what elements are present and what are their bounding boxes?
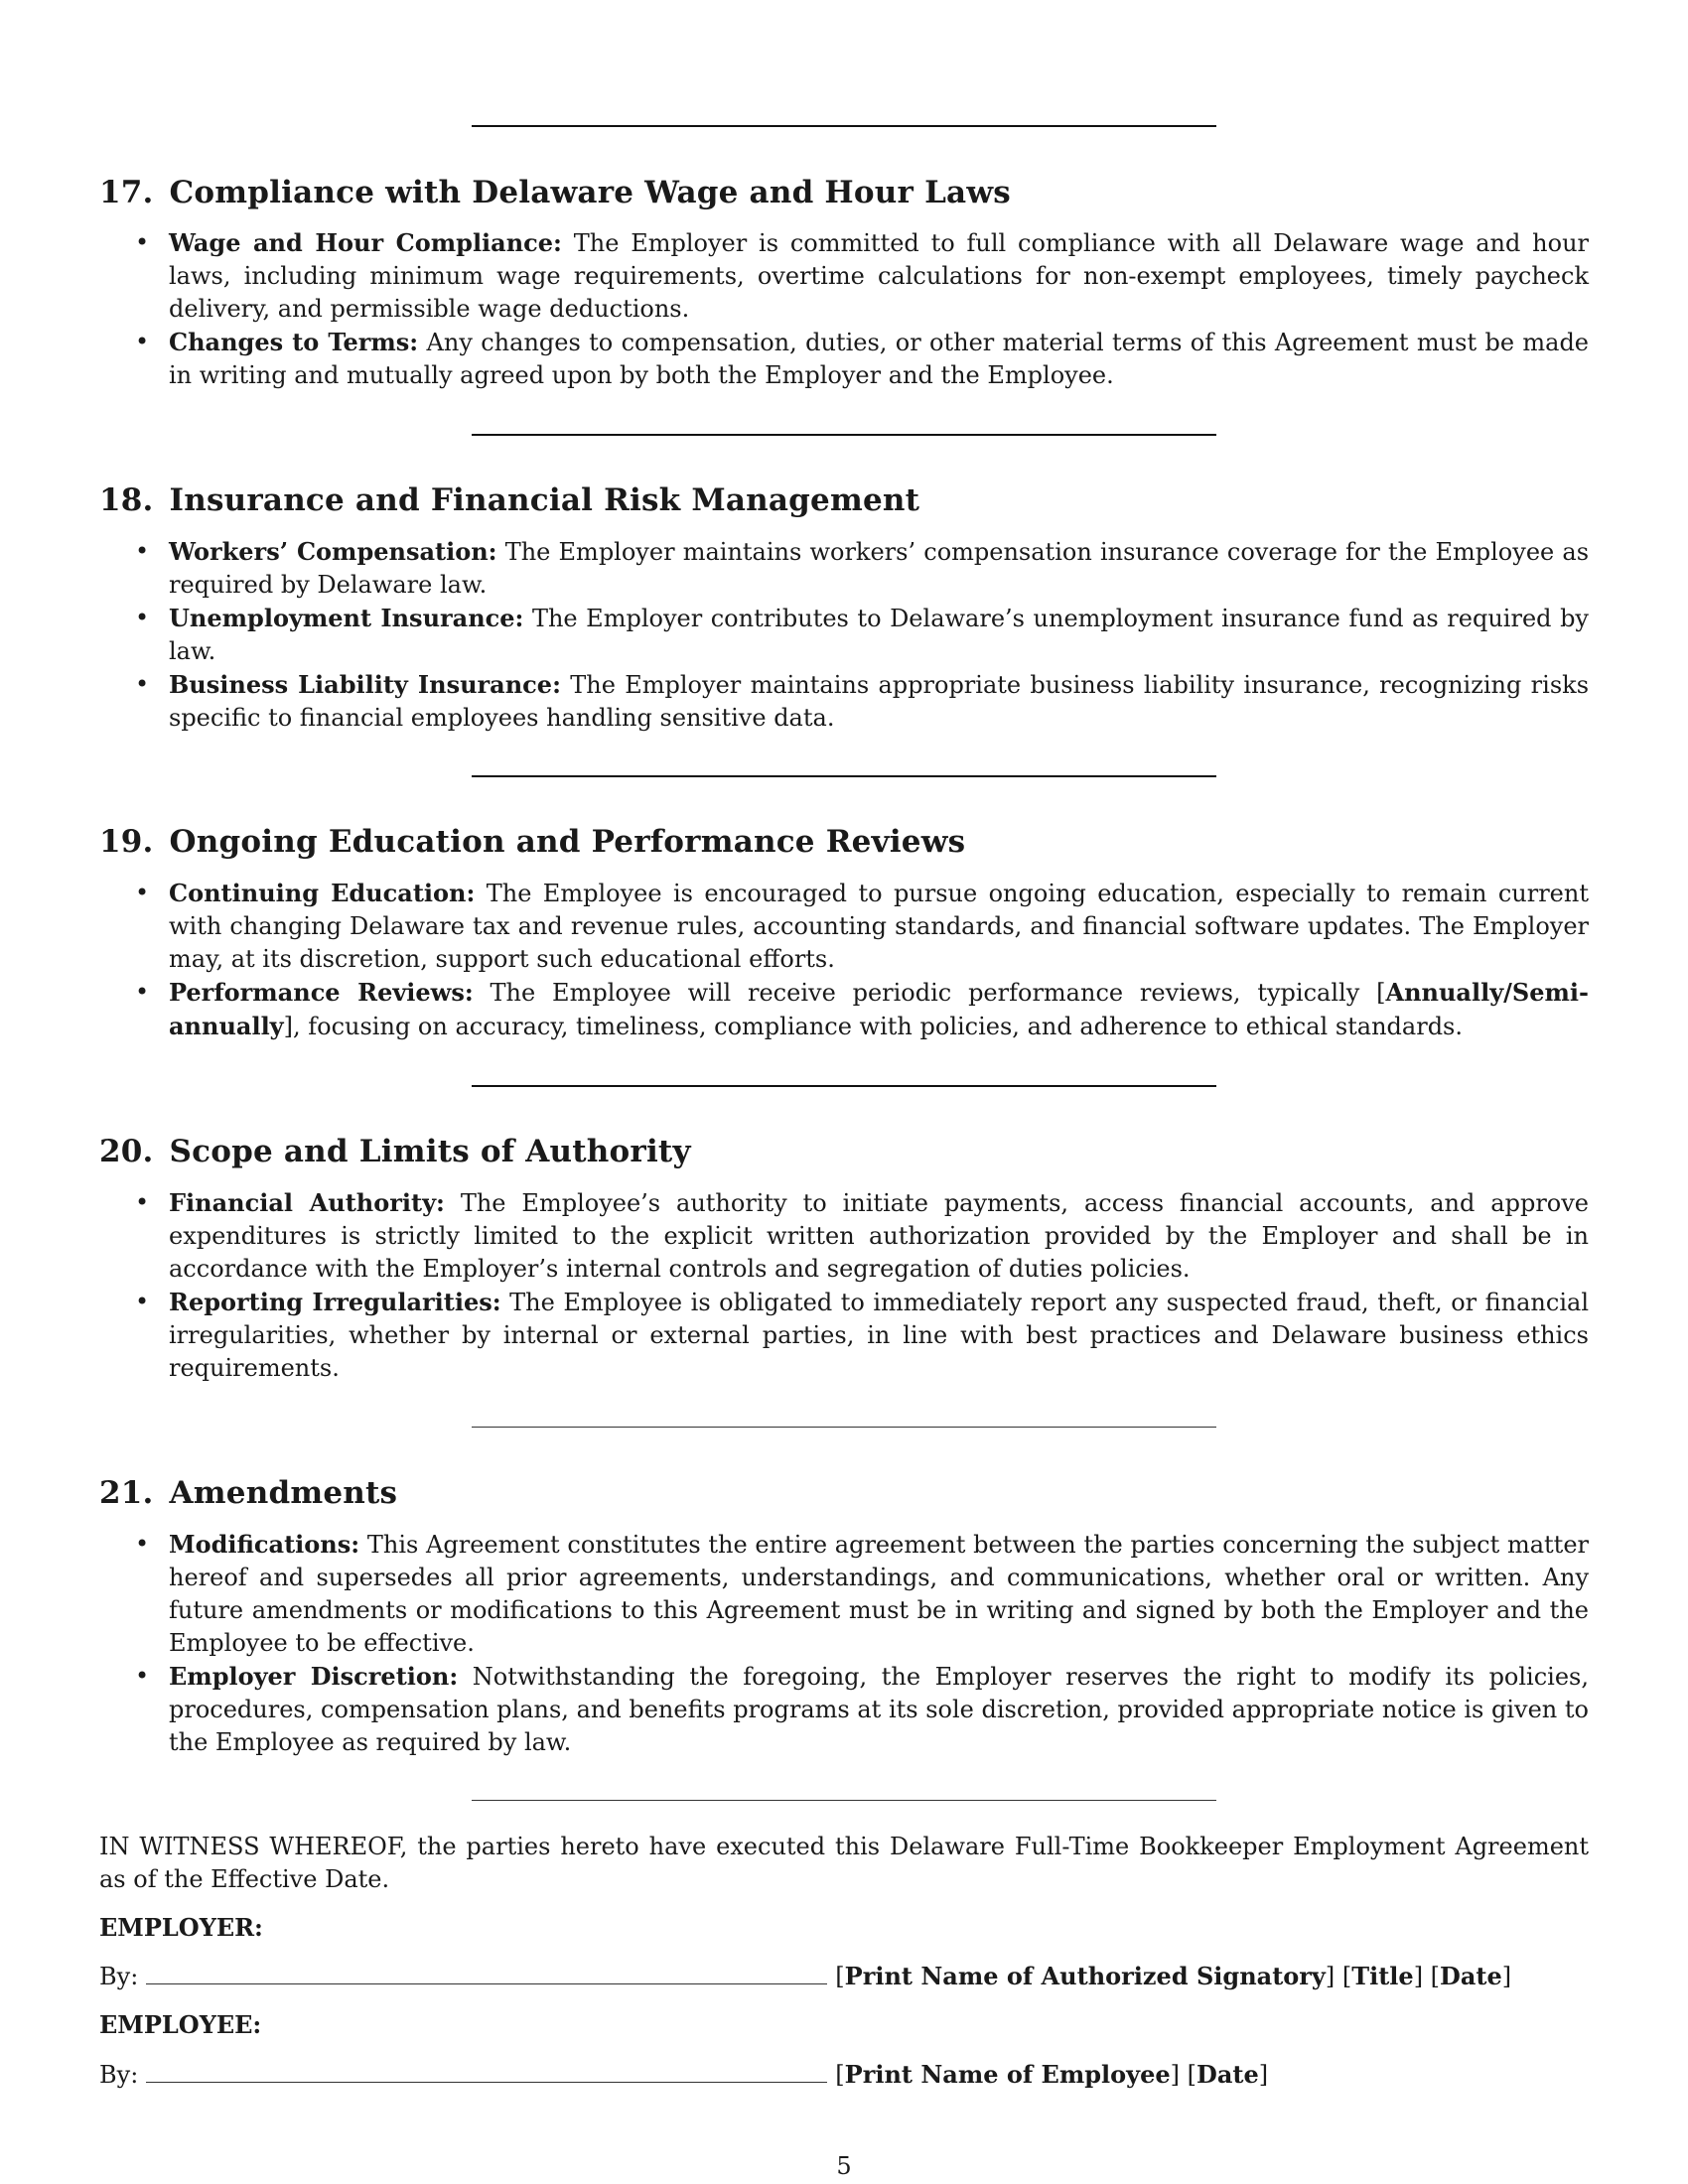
section-divider (472, 1800, 1216, 1801)
section-divider (472, 125, 1216, 127)
section-divider (472, 434, 1216, 436)
section-20-list (99, 1186, 1589, 1385)
section-heading-20: 20. Scope and Limits of Authority (99, 1134, 691, 1169)
list-item: • Performance Reviews: The Employee will receive periodic performance reviews, typically [Annually/Semi-annually], focusing on accuracy, timeliness, compliance with policies, and adherence to ethical standards. (99, 976, 1589, 1043)
section-17-list (99, 226, 1589, 392)
page-number: 5 (836, 2152, 852, 2180)
employee-signature-field[interactable] (146, 2060, 827, 2083)
section-heading-21: 21. Amendments (99, 1475, 398, 1511)
list-item: • Financial Authority: The Employee’s authority to initiate payments, access financial accounts, and approve expenditures is strictly limited to the explicit written authorization provided by the Employer and shall be in accordance with the Employer’s internal controls and segregation of duties policies. (99, 1186, 1589, 1286)
list-item: • Employer Discretion: Notwithstanding the foregoing, the Employer reserves the right to modify its policies, procedures, compensation plans, and benefits programs at its sole discretion, provided appropriate notice is given to the Employee as required by law. (99, 1660, 1589, 1759)
section-divider (472, 1427, 1216, 1428)
employer-signature-field[interactable] (146, 1962, 827, 1984)
list-item: • Changes to Terms: Any changes to compensation, duties, or other material terms of this Agreement must be made in writing and mutually agreed upon by both the Employer and the Employee. (99, 326, 1589, 392)
section-divider (472, 1085, 1216, 1087)
employer-signature-line: By: [Print Name of Authorized Signatory] [Title] [Date] (99, 1962, 1512, 1990)
list-item: • Workers’ Compensation: The Employer maintains workers’ compensation insurance coverage for the Employee as required by Delaware law. (99, 535, 1589, 602)
section-heading-18: 18. Insurance and Financial Risk Management (99, 482, 920, 518)
section-19-list (99, 877, 1589, 1043)
list-item: • Modifications: This Agreement constitutes the entire agreement between the parties concerning the subject matter hereof and supersedes all prior agreements, understandings, and communications, whether oral or written. Any future amendments or modifications to this Agreement must be in writing and signed by both the Employer and the Employee to be effective. (99, 1528, 1589, 1660)
list-item: • Business Liability Insurance: The Employer maintains appropriate business liability insurance, recognizing risks specific to financial employees handling sensitive data. (99, 668, 1589, 735)
section-heading-19: 19. Ongoing Education and Performance Reviews (99, 824, 966, 860)
section-divider (472, 775, 1216, 777)
list-item: • Reporting Irregularities: The Employee is obligated to immediately report any suspected fraud, theft, or financial irregularities, whether by internal or external parties, in line with best practices and Delaware business ethics requirements. (99, 1286, 1589, 1385)
list-item: • Wage and Hour Compliance: The Employer is committed to full compliance with all Delaware wage and hour laws, including minimum wage requirements, overtime calculations for non-exempt employees, timely paycheck delivery, and permissible wage deductions. (99, 226, 1589, 326)
witness-paragraph: IN WITNESS WHEREOF, the parties hereto have executed this Delaware Full-Time Bookkeeper Employment Agreement as of the Effective Date. (99, 1833, 1589, 1893)
section-21-list (99, 1528, 1589, 1759)
list-item: • Unemployment Insurance: The Employer contributes to Delaware’s unemployment insurance fund as required by law. (99, 602, 1589, 668)
employee-signature-line: By: [Print Name of Employee] [Date] (99, 2060, 1269, 2089)
section-heading-17: 17. Compliance with Delaware Wage and Hour Laws (99, 175, 1011, 210)
employee-heading: EMPLOYEE: (99, 2010, 262, 2039)
employer-heading: EMPLOYER: (99, 1913, 263, 1942)
list-item: • Continuing Education: The Employee is encouraged to pursue ongoing education, especially to remain current with changing Delaware tax and revenue rules, accounting standards, and financial software updates. The Employer may, at its discretion, support such educational efforts. (99, 877, 1589, 976)
section-18-list (99, 535, 1589, 735)
